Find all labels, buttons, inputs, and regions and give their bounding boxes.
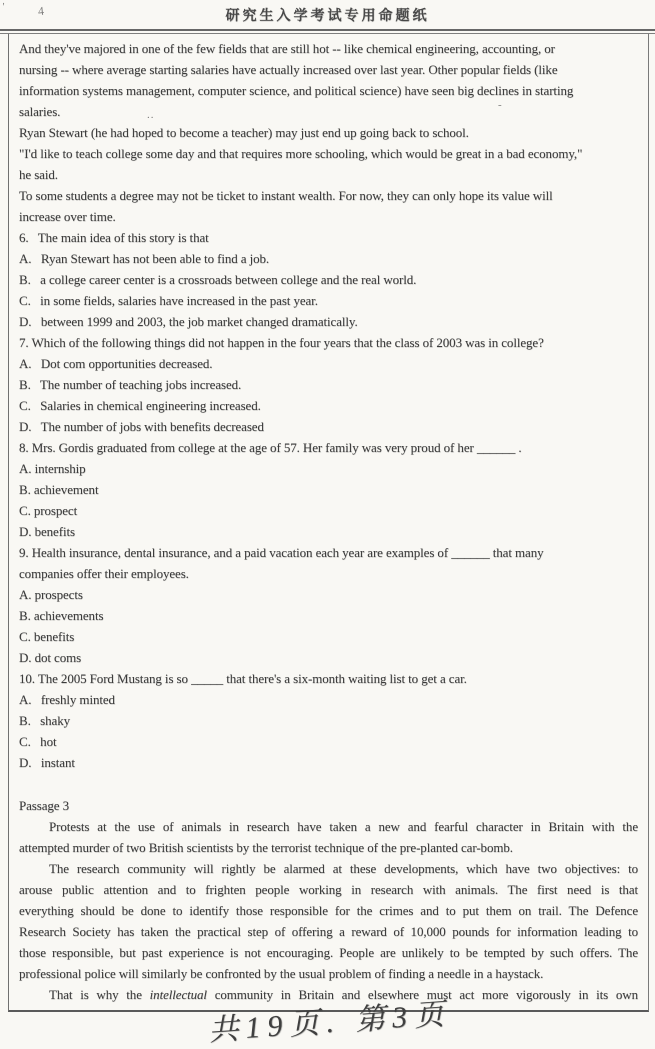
passage3-paragraph-2 xyxy=(19,858,638,984)
question-9-stem-line: companies offer their employees. xyxy=(19,566,189,581)
passage2-remainder-text xyxy=(19,38,638,227)
question-7-option-line: A. Dot com opportunities decreased. xyxy=(19,356,213,371)
passage3-heading: Passage 3 xyxy=(19,798,70,813)
scan-artifact-pencil-mark: 4 xyxy=(37,3,45,19)
passage3-text-line: professional police will similarly be confronted by the usual problem of finding a needle in a haystack. xyxy=(19,966,544,981)
passage3-text-line: The research community will rightly be alarmed at these developments, which have two objectives: to xyxy=(49,861,638,876)
page-title: 研究生入学考试专用命题纸 xyxy=(225,9,430,24)
question-8-option-line: C. prospect xyxy=(19,503,78,518)
passage3-text-line: Protests at the use of animals in research have taken a new and fearful character in Britain with the xyxy=(49,819,638,834)
question-6-option-line: B. a college career center is a crossroads between college and the real world. xyxy=(19,272,417,287)
question-8 xyxy=(19,437,638,542)
question-10-stem-line: 10. The 2005 Ford Mustang is so _____ that there's a six-month waiting list to get a car. xyxy=(19,671,467,686)
passage-text-line: he said. xyxy=(19,167,58,182)
question-6 xyxy=(19,227,638,332)
paragraph-text: That is why the xyxy=(49,987,150,1002)
question-8-option-line: D. benefits xyxy=(19,524,75,539)
paragraph-text: community in Britain and elsewhere must act more vigorously in its own xyxy=(206,987,638,1002)
passage-text-line: increase over time. xyxy=(19,209,116,224)
passage3-text-line: attempted murder of two British scientists by the terrorist technique of the pre-planted car-bomb. xyxy=(19,840,513,855)
passage-text-line: nursing -- where average starting salaries have actually increased over last year. Other popular fields (like xyxy=(19,62,558,77)
scan-artifact-tick: ' xyxy=(1,0,5,14)
passage-text-line: salaries. xyxy=(19,104,61,119)
passage-text-line: "I'd like to teach college some day and that requires more schooling, which would be great in a bad economy," xyxy=(19,146,583,161)
question-6-option-line: A. Ryan Stewart has not been able to find a job. xyxy=(19,251,270,266)
question-8-option-line: A. internship xyxy=(19,461,86,476)
question-7 xyxy=(19,332,638,437)
scan-artifact-dots: .. xyxy=(147,109,155,121)
blank-gap xyxy=(19,773,638,795)
question-6-option-line: C. in some fields, salaries have increased in the past year. xyxy=(19,293,318,308)
question-7-option-line: D. The number of jobs with benefits decreased xyxy=(19,419,264,434)
passage3-text-line: Research Society has taken the practical step of offering a reward of 10,000 pounds for information leading to xyxy=(19,924,638,939)
question-6-stem-line: 6. The main idea of this story is that xyxy=(19,230,209,245)
passage-text-line: To some students a degree may not be ticket to instant wealth. For now, they can only hope its value will xyxy=(19,188,553,203)
exam-content-box xyxy=(8,34,649,1012)
passage3-paragraph-1 xyxy=(19,816,638,858)
question-7-option-line: C. Salaries in chemical engineering increased. xyxy=(19,398,261,413)
scan-artifact-dash: - xyxy=(498,99,502,111)
question-9-option-line: A. prospects xyxy=(19,587,83,602)
passage-text-line: information systems management, computer science, and political science) have seen big declines in starting xyxy=(19,83,574,98)
italic-word: intellectual xyxy=(149,987,207,1002)
question-9-option-line: B. achievements xyxy=(19,608,104,623)
passage-text-line: And they've majored in one of the few fields that are still hot -- like chemical engineering, accounting, or xyxy=(19,41,555,56)
handwritten-page-number: 共19页. 第3页 xyxy=(207,997,453,1048)
question-10-option-line: A. freshly minted xyxy=(19,692,115,707)
passage-text-line: Ryan Stewart (he had hoped to become a teacher) may just end up going back to school. xyxy=(19,125,469,140)
question-10 xyxy=(19,668,638,773)
question-10-option-line: C. hot xyxy=(19,734,57,749)
question-9-stem-line: 9. Health insurance, dental insurance, and a paid vacation each year are examples of ______ that many xyxy=(19,545,544,560)
question-9 xyxy=(19,542,638,668)
question-9-option-line: D. dot coms xyxy=(19,650,82,665)
passage3-text-line: everything should be done to identify those responsible for the crimes and to put them on trail. The Defence xyxy=(19,903,638,918)
question-9-option-line: C. benefits xyxy=(19,629,75,644)
question-7-stem-line: 7. Which of the following things did not happen in the four years that the class of 2003 was in college? xyxy=(19,335,544,350)
passage3-text-line: those responsible, but past experience is not encouraging. People are unlikely to be tempted by such offers. The xyxy=(19,945,638,960)
question-6-option-line: D. between 1999 and 2003, the job market changed dramatically. xyxy=(19,314,358,329)
question-10-option-line: B. shaky xyxy=(19,713,71,728)
passage3-text-line: arouse public attention and to frighten people working in research with animals. The first need is that xyxy=(19,882,638,897)
question-8-stem-line: 8. Mrs. Gordis graduated from college at the age of 57. Her family was very proud of her ______ . xyxy=(19,440,522,455)
question-8-option-line: B. achievement xyxy=(19,482,99,497)
question-7-option-line: B. The number of teaching jobs increased. xyxy=(19,377,242,392)
question-10-option-line: D. instant xyxy=(19,755,75,770)
